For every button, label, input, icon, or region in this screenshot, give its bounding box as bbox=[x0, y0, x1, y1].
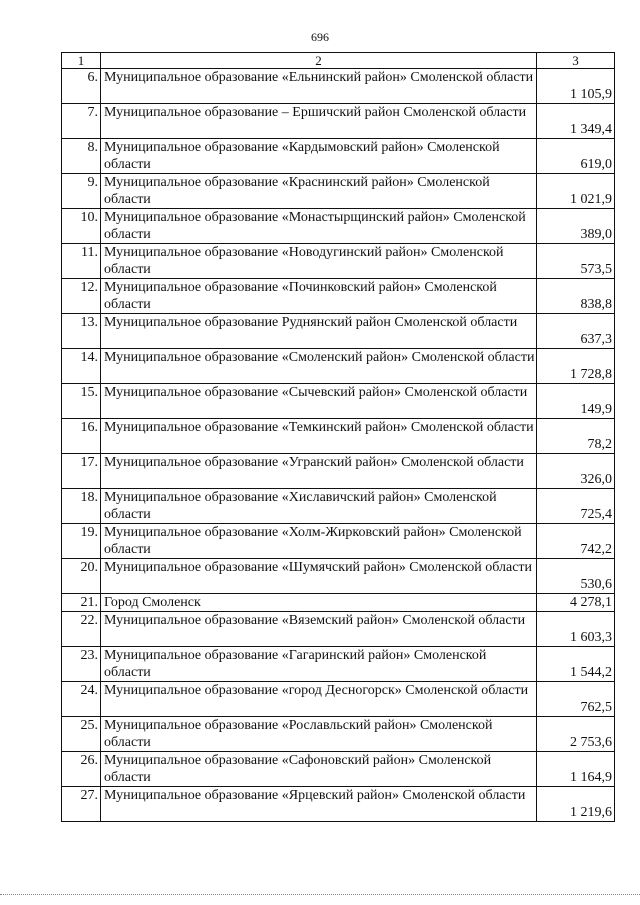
column-header-2: 2 bbox=[101, 53, 537, 69]
row-value: 530,6 bbox=[537, 559, 615, 594]
municipality-name: Муниципальное образование «Краснинский район» Смоленской области bbox=[101, 174, 537, 209]
municipality-name: Муниципальное образование «Новодугинский район» Смоленской области bbox=[101, 244, 537, 279]
row-number: 24. bbox=[62, 682, 101, 717]
table-row bbox=[62, 419, 615, 454]
row-value: 573,5 bbox=[537, 244, 615, 279]
row-value: 326,0 bbox=[537, 454, 615, 489]
table-row bbox=[62, 314, 615, 349]
row-value: 1 728,8 bbox=[537, 349, 615, 384]
row-value: 1 544,2 bbox=[537, 647, 615, 682]
table-row bbox=[62, 682, 615, 717]
municipality-name: Муниципальное образование «Вяземский район» Смоленской области bbox=[101, 612, 537, 647]
row-number: 26. bbox=[62, 752, 101, 787]
municipality-name: Муниципальное образование «Смоленский район» Смоленской области bbox=[101, 349, 537, 384]
row-value: 389,0 bbox=[537, 209, 615, 244]
table-row bbox=[62, 594, 615, 612]
row-number: 23. bbox=[62, 647, 101, 682]
table-row bbox=[62, 244, 615, 279]
municipality-name: Муниципальное образование «Холм-Жирковский район» Смоленской области bbox=[101, 524, 537, 559]
municipality-name: Муниципальное образование «Ельнинский район» Смоленской области bbox=[101, 69, 537, 104]
row-value: 637,3 bbox=[537, 314, 615, 349]
municipality-name: Муниципальное образование Руднянский район Смоленской области bbox=[101, 314, 537, 349]
table-row bbox=[62, 174, 615, 209]
row-value: 149,9 bbox=[537, 384, 615, 419]
page-bottom-edge bbox=[0, 894, 640, 895]
table-row bbox=[62, 104, 615, 139]
row-number: 13. bbox=[62, 314, 101, 349]
table-row bbox=[62, 384, 615, 419]
row-value: 725,4 bbox=[537, 489, 615, 524]
row-value: 742,2 bbox=[537, 524, 615, 559]
row-number: 15. bbox=[62, 384, 101, 419]
row-value: 1 021,9 bbox=[537, 174, 615, 209]
row-value: 1 105,9 bbox=[537, 69, 615, 104]
row-number: 17. bbox=[62, 454, 101, 489]
municipality-name: Муниципальное образование «Ярцевский район» Смоленской области bbox=[101, 787, 537, 822]
municipality-name: Город Смоленск bbox=[101, 594, 537, 612]
row-number: 25. bbox=[62, 717, 101, 752]
row-value: 762,5 bbox=[537, 682, 615, 717]
row-number: 10. bbox=[62, 209, 101, 244]
column-header-3: 3 bbox=[537, 53, 615, 69]
row-number: 14. bbox=[62, 349, 101, 384]
table-row bbox=[62, 647, 615, 682]
municipality-name: Муниципальное образование «город Десногорск» Смоленской области bbox=[101, 682, 537, 717]
municipality-name: Муниципальное образование «Темкинский район» Смоленской области bbox=[101, 419, 537, 454]
table-row bbox=[62, 717, 615, 752]
municipality-name: Муниципальное образование «Хиславичский район» Смоленской области bbox=[101, 489, 537, 524]
table-row bbox=[62, 787, 615, 822]
row-value: 1 603,3 bbox=[537, 612, 615, 647]
row-number: 20. bbox=[62, 559, 101, 594]
row-number: 8. bbox=[62, 139, 101, 174]
table-row bbox=[62, 489, 615, 524]
municipality-name: Муниципальное образование «Шумячский район» Смоленской области bbox=[101, 559, 537, 594]
table-row bbox=[62, 559, 615, 594]
row-number: 6. bbox=[62, 69, 101, 104]
table-body bbox=[62, 69, 615, 822]
row-value: 1 164,9 bbox=[537, 752, 615, 787]
municipality-name: Муниципальное образование – Ершичский район Смоленской области bbox=[101, 104, 537, 139]
row-number: 16. bbox=[62, 419, 101, 454]
municipality-name: Муниципальное образование «Починковский район» Смоленской области bbox=[101, 279, 537, 314]
row-value: 78,2 bbox=[537, 419, 615, 454]
table-row bbox=[62, 279, 615, 314]
row-value: 2 753,6 bbox=[537, 717, 615, 752]
municipality-name: Муниципальное образование «Кардымовский район» Смоленской области bbox=[101, 139, 537, 174]
row-number: 27. bbox=[62, 787, 101, 822]
municipality-name: Муниципальное образование «Гагаринский район» Смоленской области bbox=[101, 647, 537, 682]
row-number: 11. bbox=[62, 244, 101, 279]
municipality-name: Муниципальное образование «Монастырщинский район» Смоленской области bbox=[101, 209, 537, 244]
table-row bbox=[62, 524, 615, 559]
municipality-name: Муниципальное образование «Угранский район» Смоленской области bbox=[101, 454, 537, 489]
municipality-name: Муниципальное образование «Сафоновский район» Смоленской области bbox=[101, 752, 537, 787]
table-header-row bbox=[62, 53, 615, 69]
row-number: 7. bbox=[62, 104, 101, 139]
municipality-name: Муниципальное образование «Сычевский район» Смоленской области bbox=[101, 384, 537, 419]
column-header-1: 1 bbox=[62, 53, 101, 69]
row-number: 9. bbox=[62, 174, 101, 209]
table-row bbox=[62, 752, 615, 787]
row-number: 21. bbox=[62, 594, 101, 612]
row-number: 12. bbox=[62, 279, 101, 314]
row-number: 19. bbox=[62, 524, 101, 559]
row-value: 1 219,6 bbox=[537, 787, 615, 822]
row-value: 1 349,4 bbox=[537, 104, 615, 139]
municipal-table bbox=[61, 52, 615, 822]
page-number: 696 bbox=[311, 30, 329, 44]
table-row bbox=[62, 454, 615, 489]
table-row bbox=[62, 349, 615, 384]
table-row bbox=[62, 69, 615, 104]
row-value: 838,8 bbox=[537, 279, 615, 314]
row-number: 18. bbox=[62, 489, 101, 524]
municipality-name: Муниципальное образование «Рославльский район» Смоленской области bbox=[101, 717, 537, 752]
table-row bbox=[62, 209, 615, 244]
row-value: 619,0 bbox=[537, 139, 615, 174]
row-value: 4 278,1 bbox=[537, 594, 615, 612]
table-row bbox=[62, 139, 615, 174]
table-row bbox=[62, 612, 615, 647]
row-number: 22. bbox=[62, 612, 101, 647]
